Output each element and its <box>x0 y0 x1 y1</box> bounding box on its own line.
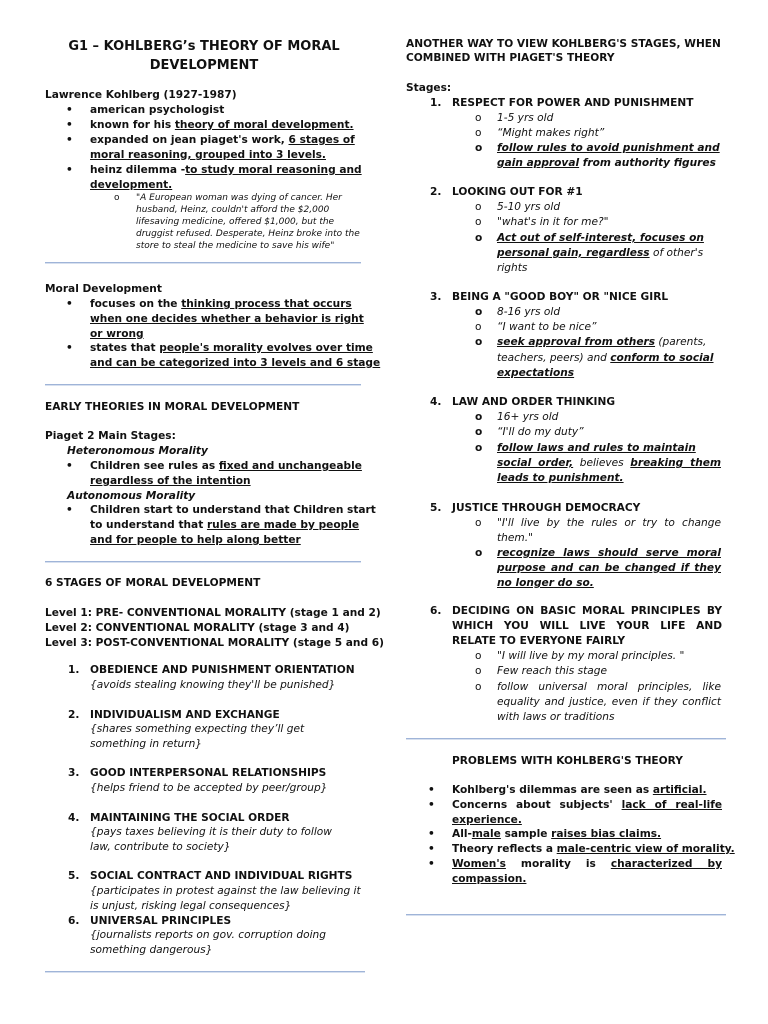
rstage-1-age: o 1-5 yrs old <box>497 111 553 126</box>
moral-dev-item-1 <box>90 297 352 312</box>
bio-item-3-underlined: 6 stages of <box>288 134 355 146</box>
title-line-1: G1 – KOHLBERG’s THEORY OF MORAL <box>68 39 340 54</box>
bio-item-3-cont: moral reasoning, grouped into 3 levels. <box>90 149 326 161</box>
rs3-underlined: seek approval from others <box>497 336 656 348</box>
rstage-4-desc: o follow laws and rules to maintain <box>497 441 721 456</box>
divider <box>45 561 361 563</box>
right-heading-2: COMBINED WITH PIAGET'S THEORY <box>406 52 615 64</box>
problem-2 <box>452 798 722 813</box>
problem-3 <box>452 827 661 842</box>
bio-item-4-cont: development. <box>90 179 173 191</box>
p3-underlined: male <box>471 828 501 840</box>
rs1-underlined: gain approval <box>497 157 580 169</box>
rs4-underlined: social order, <box>497 457 574 469</box>
p5-text: morality is <box>505 858 611 870</box>
rs2-text: of other's <box>649 247 704 259</box>
rstage-3-desc-cont <box>497 351 714 366</box>
rstage-4-desc-cont <box>497 456 721 471</box>
problem-1 <box>452 783 706 798</box>
rstage-2-desc: o Act out of self-interest, focuses on <box>497 231 704 246</box>
p5-underlined2: characterized by <box>610 858 722 870</box>
autonomous-item-cont2: and for people to help along better <box>90 534 301 546</box>
autonomous-label: Autonomous Morality <box>67 490 196 502</box>
divider <box>406 738 726 740</box>
divider <box>45 971 365 973</box>
right-heading-1: ANOTHER WAY TO VIEW KOHLBERG'S STAGES, WHEN <box>406 38 721 50</box>
p3-underlined2: raises bias claims. <box>551 828 662 840</box>
p1-text: Kohlberg's dilemmas are seen as <box>452 784 653 796</box>
rstage-3-desc <box>497 335 706 350</box>
rs2-underlined: personal gain, regardless <box>497 247 650 259</box>
bio-item-4-text: heinz dilemma - <box>90 164 186 176</box>
six-stages-heading: 6 STAGES OF MORAL DEVELOPMENT <box>45 577 261 589</box>
piaget-heading: Piaget 2 Main Stages: <box>45 430 176 442</box>
rstage-1-desc-cont <box>497 156 716 171</box>
rstage-2-num: 2. <box>430 186 442 198</box>
moral-dev-item-2-cont: and can be categorized into 3 levels and 6 stage <box>90 357 381 369</box>
rs3-text: (parents, <box>655 336 707 348</box>
moral-dev-item-2 <box>90 341 373 356</box>
rstage-3-title: BEING A "GOOD BOY" OR "NICE GIRL <box>452 291 669 303</box>
stage-3-num: 3. <box>68 767 80 779</box>
rs1-text: from authority figures <box>579 157 716 169</box>
moral-dev-item-1-cont: when one decides whether a behavior is right <box>90 313 364 325</box>
auto-text: to understand that <box>90 519 207 531</box>
rstage-3-age: o 8-16 yrs old <box>497 305 560 320</box>
md-1-text: focuses on the <box>90 298 182 310</box>
rs3-underlined2: conform to social <box>610 352 714 364</box>
p2-text: Concerns about subjects' <box>452 799 622 811</box>
rstage-6-title: DECIDING ON BASIC MORAL PRINCIPLES BY WHICH YOU WILL LIVE YOUR LIFE AND RELATE TO EVERYONE FAIRLY <box>452 605 722 647</box>
rstage-3-quote: o “I want to be nice” <box>497 320 596 335</box>
stage-1-desc: {avoids stealing knowing they'll be punished} <box>90 679 336 691</box>
stage-1-num: 1. <box>68 664 80 676</box>
rstage-4-quote: o “I'll do my duty” <box>497 425 584 440</box>
stage-3-title: GOOD INTERPERSONAL RELATIONSHIPS <box>90 767 327 779</box>
rstage-6-note: o Few reach this stage <box>497 664 607 679</box>
level-3: Level 3: POST-CONVENTIONAL MORALITY (stage 5 and 6) <box>45 637 384 649</box>
stage-2-desc: {shares something expecting they’ll get something in return} <box>90 723 305 750</box>
divider <box>406 914 726 916</box>
page-title <box>46 37 362 75</box>
p1-underlined: artificial. <box>652 784 707 796</box>
rstage-6-quote: o "I will live by my moral principles. " <box>497 649 684 664</box>
bio-item-2-underlined: theory of moral development. <box>174 119 354 131</box>
moral-dev-heading: Moral Development <box>45 283 162 295</box>
bio-item-3-text: expanded on jean piaget's work, <box>90 134 289 146</box>
rstage-3-desc-cont2: expectations <box>497 367 575 379</box>
auto-underlined: rules are made by people <box>206 519 360 531</box>
stage-2-title: INDIVIDUALISM AND EXCHANGE <box>90 709 280 721</box>
problems-heading: PROBLEMS WITH KOHLBERG'S THEORY <box>452 755 683 767</box>
p2-underlined: lack of real-life <box>621 799 723 811</box>
heinz-quote: o "A European woman was dying of cancer. Her husband, Heinz, couldn't afford the $2,000 lifesaving medicine, offered $1,000, but the druggist refused. Desperate, Heinz broke into the store to steal the medicine to save his wife" <box>136 192 364 252</box>
bio-item-4 <box>90 163 362 178</box>
stage-6-desc: {journalists reports on gov. corruption doing something dangerous} <box>90 929 326 956</box>
divider <box>45 262 361 264</box>
bio-item-1: • american psychologist <box>90 103 224 118</box>
problem-4 <box>452 842 735 857</box>
stage-4-title: MAINTAINING THE SOCIAL ORDER <box>90 812 290 824</box>
stage-2-num: 2. <box>68 709 80 721</box>
md-2-underlined: people's morality evolves over time <box>159 342 373 354</box>
rstage-1-desc: o follow rules to avoid punishment and <box>497 141 720 156</box>
rstage-4-desc-cont2: leads to punishment. <box>497 472 624 484</box>
stage-4-num: 4. <box>68 812 80 824</box>
stage-6-title: UNIVERSAL PRINCIPLES <box>90 915 232 927</box>
rstage-4-title: LAW AND ORDER THINKING <box>452 396 616 408</box>
hetero-text: Children see rules as <box>90 460 219 472</box>
rs4-text: believes <box>573 457 631 469</box>
rstage-2-age: o 5-10 yrs old <box>497 200 560 215</box>
stage-5-num: 5. <box>68 870 80 882</box>
stage-5-desc: {participates in protest against the law believing it is unjust, risking legal consequences} <box>90 885 361 912</box>
rstage-1-quote: o “Might makes right” <box>497 126 604 141</box>
rs3-text2: teachers, peers) and <box>497 352 611 364</box>
rstage-2-title: LOOKING OUT FOR #1 <box>452 186 583 198</box>
bio-item-2 <box>90 118 354 133</box>
rstage-2-desc-cont2: rights <box>497 262 528 274</box>
heteronomous-item <box>90 459 362 474</box>
rstage-1-num: 1. <box>430 97 442 109</box>
stage-4-desc: {pays taxes believing it is their duty to follow law, contribute to society} <box>90 826 332 853</box>
rstage-3-num: 3. <box>430 291 442 303</box>
stage-5-title: SOCIAL CONTRACT AND INDIVIDUAL RIGHTS <box>90 870 353 882</box>
rstage-1-title: RESPECT FOR POWER AND PUNISHMENT <box>452 97 694 109</box>
stage-3-desc: {helps friend to be accepted by peer/group} <box>90 782 328 794</box>
p4-underlined: male-centric view of morality. <box>556 843 735 855</box>
problem-2-cont: experience. <box>452 814 522 826</box>
divider <box>45 384 361 386</box>
autonomous-item-cont <box>90 518 359 533</box>
stages-label: Stages: <box>406 82 452 94</box>
rstage-6-desc: o follow universal moral principles, like equality and justice, even if they conflict with laws or traditions <box>497 680 721 725</box>
heteronomous-item-cont: regardless of the intention <box>90 475 251 487</box>
problem-5 <box>452 857 722 872</box>
rstage-6-num: 6. <box>430 605 442 617</box>
md-1-underlined: thinking process that occurs <box>181 298 352 310</box>
rstage-5-desc: o recognize laws should serve moral purpose and can be changed if they no longer do so. <box>497 546 721 591</box>
rstage-4-num: 4. <box>430 396 442 408</box>
rstage-5-quote: o "I'll live by the rules or try to change them." <box>497 516 721 546</box>
rstage-2-quote: o "what's in it for me?" <box>497 215 608 230</box>
heteronomous-label: Heteronomous Morality <box>67 445 208 457</box>
hetero-underlined: fixed and unchangeable <box>218 460 362 472</box>
problem-5-cont: compassion. <box>452 873 527 885</box>
rstage-2-desc-cont <box>497 246 703 261</box>
moral-dev-item-1-cont2: or wrong <box>90 328 144 340</box>
early-theories-heading: EARLY THEORIES IN MORAL DEVELOPMENT <box>45 401 300 413</box>
rstage-4-age: o 16+ yrs old <box>497 410 558 425</box>
p4-text: Theory reflects a <box>452 843 557 855</box>
bio-item-3 <box>90 133 355 148</box>
title-line-2: DEVELOPMENT <box>149 58 259 73</box>
bio-item-4-underlined: to study moral reasoning and <box>185 164 362 176</box>
bio-item-2-text: known for his <box>90 119 175 131</box>
stage-6-num: 6. <box>68 915 80 927</box>
level-1: Level 1: PRE- CONVENTIONAL MORALITY (stage 1 and 2) <box>45 607 381 619</box>
md-2-text: states that <box>90 342 160 354</box>
autonomous-item: • Children start to understand that Children start <box>90 503 376 518</box>
p3-text2: sample <box>500 828 552 840</box>
level-2: Level 2: CONVENTIONAL MORALITY (stage 3 and 4) <box>45 622 350 634</box>
p3-text: All- <box>452 828 472 840</box>
bio-heading: Lawrence Kohlberg (1927-1987) <box>45 89 237 101</box>
rs4-underlined2: breaking them <box>630 457 721 469</box>
rstage-5-num: 5. <box>430 502 442 514</box>
p5-underlined: Women's <box>452 858 506 870</box>
rstage-5-title: JUSTICE THROUGH DEMOCRACY <box>452 502 641 514</box>
stage-1-title: OBEDIENCE AND PUNISHMENT ORIENTATION <box>90 664 355 676</box>
